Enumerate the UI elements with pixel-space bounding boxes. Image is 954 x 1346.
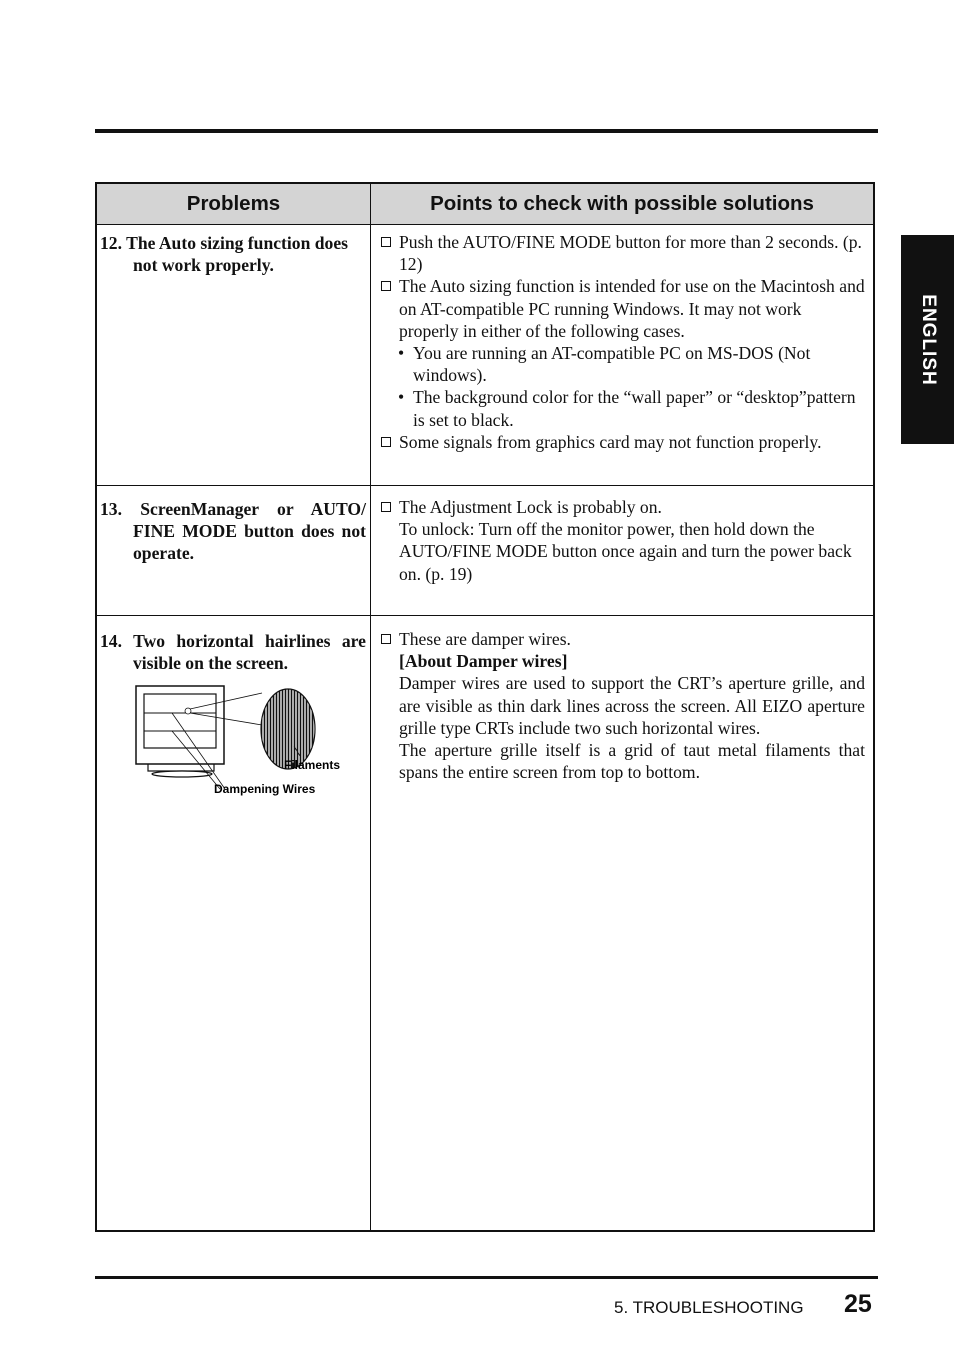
bullet-item — [380, 386, 865, 430]
check-item-text: The Adjustment Lock is probably on. — [399, 497, 662, 517]
solution-cell — [371, 486, 875, 616]
problem-number: 12. — [100, 233, 122, 253]
check-item — [380, 628, 865, 650]
language-tab — [901, 235, 954, 444]
monitor-stand — [152, 771, 212, 777]
check-item-text: These are damper wires. — [399, 629, 571, 649]
bottom-rule — [95, 1276, 878, 1279]
bullet-icon: • — [398, 387, 405, 408]
table-row — [96, 225, 874, 486]
problem-description: Two horizontal hairlines are visible on the screen. — [133, 631, 366, 674]
check-item — [380, 496, 865, 518]
explanation-paragraph: The aperture grille itself is a grid of taut metal filaments that spans the entire screen from top to bottom. — [399, 740, 865, 783]
crt-monitor-diagram — [130, 684, 345, 804]
problem-cell — [96, 486, 371, 616]
checkbox-icon — [381, 437, 391, 447]
solution-detail: To unlock: Turn off the monitor power, then hold down the AUTO/FINE MODE button once again and turn the power back on. (p. 19) — [399, 519, 852, 584]
page-number: 25 — [844, 1290, 872, 1318]
problem-text — [100, 630, 366, 674]
check-item-text: Some signals from graphics card may not function properly. — [399, 431, 822, 452]
check-item — [380, 431, 865, 453]
table-header-row — [96, 183, 874, 225]
bullet-icon: • — [398, 343, 405, 364]
checkbox-icon — [381, 281, 391, 291]
dampening-wires-label: Dampening Wires — [214, 782, 316, 797]
filaments-label: Filaments — [284, 758, 341, 773]
solution-cell — [371, 616, 875, 1231]
check-item — [380, 275, 865, 342]
problem-number: 14. — [100, 631, 122, 651]
top-rule — [95, 129, 878, 133]
problem-number: 13. — [100, 499, 122, 519]
problem-cell — [96, 225, 371, 486]
problem-text — [100, 498, 366, 565]
monitor-screen — [144, 694, 216, 748]
checkbox-icon — [381, 502, 391, 512]
header-problems: Problems — [96, 183, 371, 225]
section-footer: 5. TROUBLESHOOTING — [614, 1298, 804, 1317]
bullet-text: The background color for the “wall paper” or “desktop”pattern is set to black. — [413, 387, 856, 430]
language-tab-label: ENGLISH — [917, 293, 939, 386]
check-item-text: Push the AUTO/FINE MODE button for more than 2 seconds. (p. 12) — [399, 232, 862, 275]
section-heading: [About Damper wires] — [399, 651, 568, 672]
header-solutions: Points to check with possible solutions — [371, 183, 875, 225]
bullet-item — [380, 342, 865, 386]
problem-description: The Auto sizing function does not work properly. — [126, 233, 349, 276]
troubleshooting-table — [95, 182, 875, 1232]
checkbox-icon — [381, 237, 391, 247]
problem-cell — [96, 616, 371, 1231]
bullet-text: You are running an AT-compatible PC on MS-DOS (Not windows). — [413, 343, 811, 386]
table-row — [96, 486, 874, 616]
problem-description: ScreenManager or AUTO/ FINE MODE button does not operate. — [133, 499, 366, 564]
check-item-text: The Auto sizing function is intended for use on the Macintosh and on AT-compatible PC running Windows. It may not work properly in either of the following cases. — [399, 276, 865, 341]
solution-cell — [371, 225, 875, 486]
explanation-paragraph: Damper wires are used to support the CRT’s aperture grille, and are visible as thin dark lines across the screen. All EIZO aperture grille type CRTs include two such horizontal wires. — [399, 673, 865, 738]
table-row — [96, 616, 874, 1231]
check-item — [380, 231, 865, 275]
checkbox-icon — [381, 634, 391, 644]
problem-text — [100, 232, 366, 276]
